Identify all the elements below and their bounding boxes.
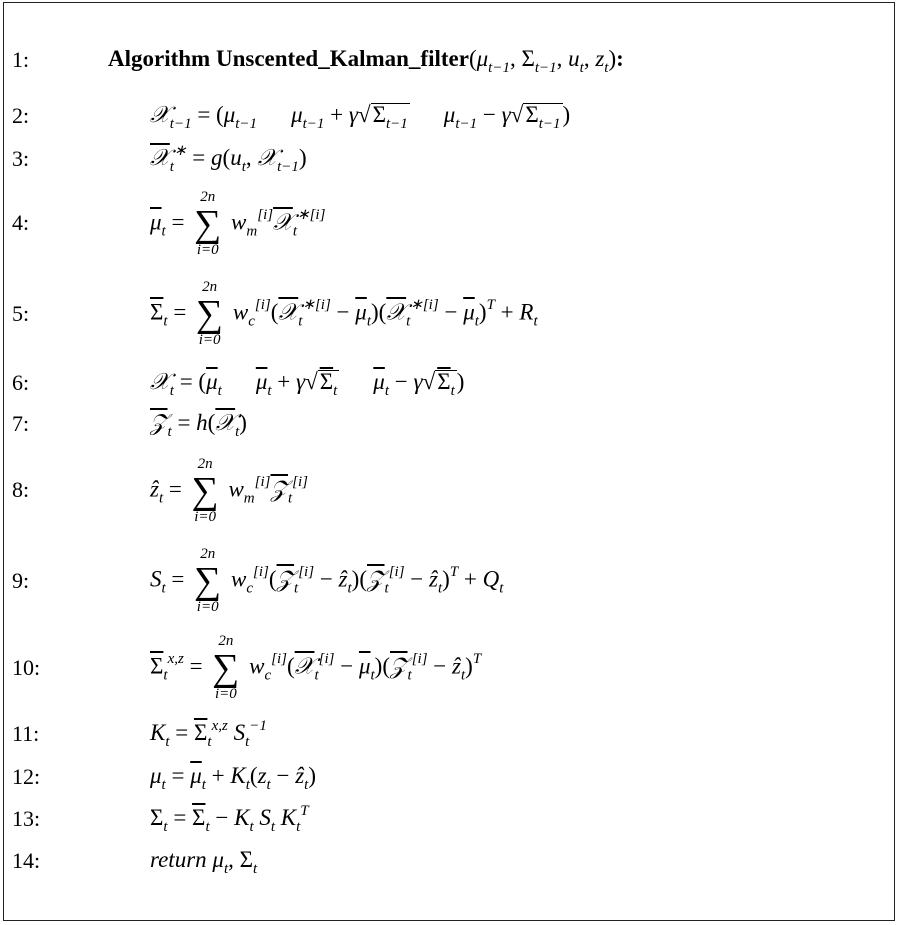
equation-line-3: 𝒳$_t$∗ = $g(u_t$, 𝒳$_{t-1}$) [150, 143, 307, 175]
algorithm-name: Unscented_Kalman_filter [215, 46, 469, 71]
line-number-4: 4: [12, 210, 30, 235]
line-number-6: 6: [12, 370, 30, 395]
line-number-5: 5: [12, 301, 30, 326]
equation-line-10: $\overline{\Sigma}_t^{x,z}$ = 2n ∑ i=0 $w_c[i](𝒳_t[i]$ − $\overline{\mu}_t)(𝒵_t[i]$ − ẑ$_t$)$^T$ [150, 633, 482, 702]
line-number-1: 1: [12, 47, 30, 72]
line-number-2: 2: [12, 103, 30, 128]
equation-line-7: 𝒵$_t$ = h(𝒳$_t$) [150, 410, 247, 440]
algorithm-keyword: Algorithm [108, 46, 211, 71]
algorithm-header [108, 45, 624, 82]
equation-line-5: $\overline{\Sigma}_t$ = 2n ∑ i=0 $w_c[i](𝒳_t^{∗[i]}$ − $\overline{\mu}_t)(𝒳_t^{∗[i]} - \overline{\mu}_t)^T + R_t$ [150, 279, 538, 348]
line-number-8: 8: [12, 477, 30, 502]
line-number-9: 9: [12, 568, 30, 593]
line-number-14: 14: [12, 848, 41, 873]
algorithm-box [3, 2, 895, 921]
line-number-7: 7: [12, 411, 30, 436]
equation-line-4: $\overline{\mu}_t$ = 2n ∑ i=0 $w_m[i]𝒳_t^{∗[i]}$ [150, 189, 326, 258]
equation-line-6: 𝒳$_t$ = ($\overline{\mu}_t$ $\overline{\mu}_t + \gamma√\Sigma_t$ $\overline{\mu}_t - \gamma√\Sigma_t$) [150, 368, 464, 405]
equation-line-11: $K_t = \overline{\Sigma}_t^{x,z}$ $S_t^{-1}$ [150, 718, 267, 750]
line-number-12: 12: [12, 764, 41, 789]
equation-line-8: ẑ$_t$ = 2n ∑ i=0 $w_m[i]𝒵_t[i]$ [150, 456, 309, 525]
equation-line-13: $\Sigma_t = \overline{\Sigma}_t - K_t$ $S_t$ $K_t^T$ [150, 803, 309, 835]
equation-line-12: $\mu_t = \overline{\mu}_t + K_t(z_t$ − ẑ$_t$) [150, 763, 316, 793]
line-number-3: 3: [12, 146, 30, 171]
line-number-10: 10: [12, 655, 41, 680]
algorithm-args: ($\mu_{t-1}$, $\Sigma_{t-1}$, $u_t$, $z_t$): [468, 46, 624, 76]
line-number-13: 13: [12, 806, 41, 831]
line-number-11: 11: [12, 721, 40, 746]
return-keyword: return [150, 847, 207, 872]
equation-line-14: return $\mu_t$, $\Sigma_t$ [150, 847, 258, 877]
equation-line-9: $S_t$ = 2n ∑ i=0 $w_c[i](𝒵_t[i]$ − ẑ$_t$)(𝒵$_t$[i] − ẑ$_t$)$^T$ + $Q_t$ [150, 546, 504, 615]
equation-line-2: 𝒳$_{t-1}$ = ($\mu_{t-1}$ $\mu_{t-1} + \gamma√\Sigma_{t-1}$ $\mu_{t-1} - \gamma√\Sigma_{t-1}$) [150, 101, 570, 138]
